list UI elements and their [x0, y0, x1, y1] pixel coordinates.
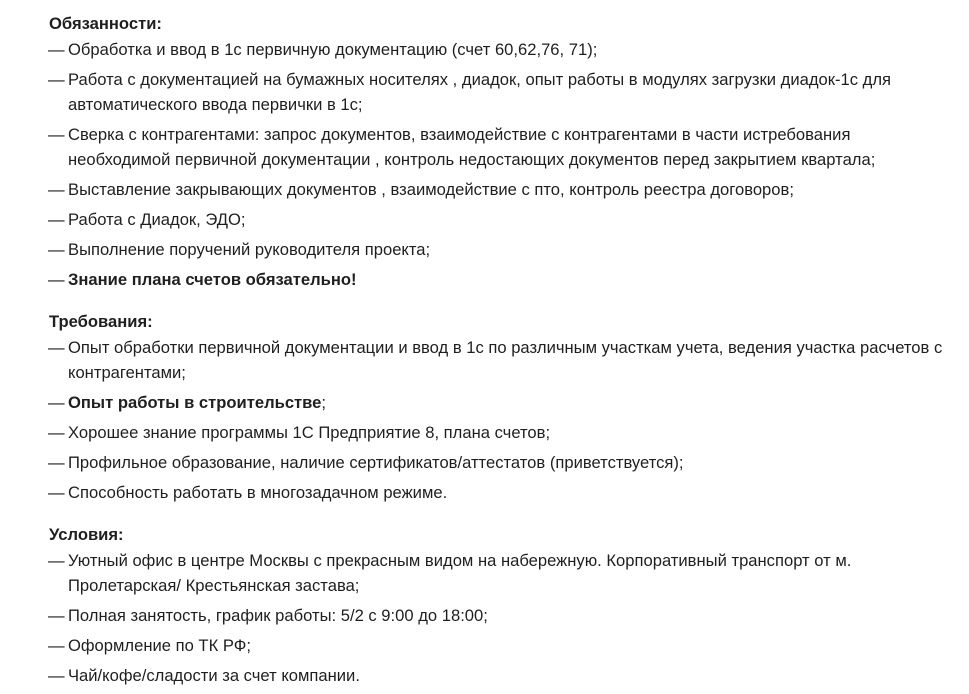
dash-bullet: —: [48, 393, 65, 412]
dash-bullet: —: [48, 423, 65, 442]
duties-section: [48, 11, 948, 292]
list-item: — Выполнение поручений руководителя проекта;: [48, 237, 948, 262]
list-item: — Выставление закрывающих документов , взаимодействие с пто, контроль реестра договоров;: [48, 177, 948, 202]
dash-bullet: —: [48, 180, 65, 199]
dash-bullet: —: [48, 125, 65, 144]
list-item: — Полная занятость, график работы: 5/2 с 9:00 до 18:00;: [48, 603, 948, 628]
dash-bullet: —: [48, 70, 65, 89]
dash-bullet: —: [48, 270, 65, 289]
list-item: — Опыт работы в строительстве;: [48, 390, 948, 415]
construction-experience: Опыт работы в строительстве: [68, 393, 322, 412]
section-title-duties: Обязанности:: [49, 14, 162, 33]
dash-bullet: —: [48, 483, 65, 502]
list-item: — Хорошее знание программы 1С Предприятие 8, плана счетов;: [48, 420, 948, 445]
list-item: — Работа с Диадок, ЭДО;: [48, 207, 948, 232]
dash-bullet: —: [48, 551, 65, 570]
list-item: — Опыт обработки первичной документации и ввод в 1с по различным участкам учета, ведения участка расчетов с контрагентами;: [48, 335, 948, 385]
dash-bullet: —: [48, 606, 65, 625]
conditions-section: [48, 522, 948, 688]
list-item: — Уютный офис в центре Москвы с прекрасным видом на набережную. Корпоративный транспорт от м. Пролетарская/ Крестьянская застава;: [48, 548, 948, 598]
list-item: — Чай/кофе/сладости за счет компании.: [48, 663, 948, 688]
dash-bullet: —: [48, 666, 65, 685]
list-item: — Профильное образование, наличие сертификатов/аттестатов (приветствуется);: [48, 450, 948, 475]
requirements-section: [48, 309, 948, 505]
list-item: — Работа с документацией на бумажных носителях , диадок, опыт работы в модулях загрузки диадок-1с для автоматического ввода первички в 1с;: [48, 67, 948, 117]
list-item: — Сверка с контрагентами: запрос документов, взаимодействие с контрагентами в части истребования необходимой первичной документации , контроль недостающих документов перед закрытием квартала;: [48, 122, 948, 172]
dash-bullet: —: [48, 338, 65, 357]
dash-bullet: —: [48, 40, 65, 59]
dash-bullet: —: [48, 453, 65, 472]
requirements-list: [48, 335, 948, 505]
duties-list: [48, 37, 948, 292]
conditions-list: [48, 548, 948, 688]
section-title-conditions: Условия:: [49, 525, 124, 544]
section-title-requirements: Требования:: [49, 312, 153, 331]
list-item: — Оформление по ТК РФ;: [48, 633, 948, 658]
list-item-emphasis: — Знание плана счетов обязательно!: [48, 267, 948, 292]
dash-bullet: —: [48, 636, 65, 655]
list-item: — Способность работать в многозадачном режиме.: [48, 480, 948, 505]
dash-bullet: —: [48, 210, 65, 229]
dash-bullet: —: [48, 240, 65, 259]
list-item: — Обработка и ввод в 1с первичную документацию (счет 60,62,76, 71);: [48, 37, 948, 62]
